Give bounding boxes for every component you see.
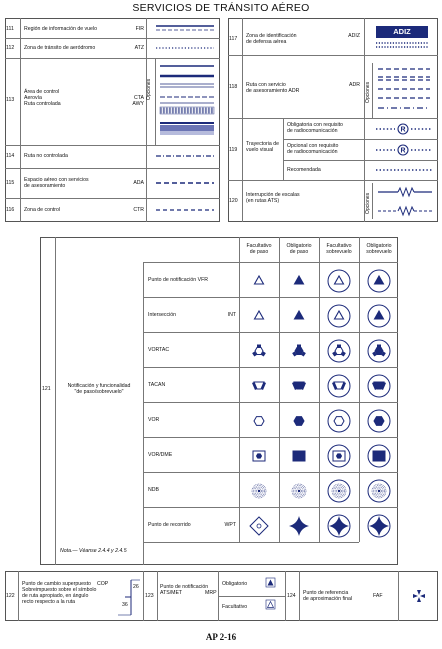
row-117-label: Zona de identificación de defensa aérea xyxy=(246,33,297,45)
row-118-number: 118 xyxy=(229,84,238,90)
row-117-abbr: ADIZ xyxy=(348,33,360,39)
row-123-label: Punto de notificación ATS/MET xyxy=(160,584,209,596)
page-title: SERVICIOS DE TRÁNSITO AÉREO xyxy=(132,2,310,14)
row-112-label: Zona de tránsito de aeródromo xyxy=(24,45,96,51)
fly-by-row-label: VORTAC xyxy=(148,347,170,353)
row-116-label: Zona de control xyxy=(24,207,61,213)
fly-by-row-label: NDB xyxy=(148,487,159,493)
fly-by-row-label: TACAN xyxy=(148,382,166,388)
row-121-note: Nota.— Véanse 2.4.4 y 2.4.5 xyxy=(60,548,127,554)
row-121-label: Notificación y funcionalidad "de paso/sobrevuelo" xyxy=(67,383,131,395)
row-120-options-label: Opciones xyxy=(365,192,371,214)
row-123-option-optional: Facultativo xyxy=(222,604,248,610)
row-119-option-recommended: Recomendada xyxy=(287,167,321,173)
row-113-abbr: CTA AWY xyxy=(132,95,144,107)
adiz-symbol: ADIZ xyxy=(376,26,428,38)
row-122-label: Punto de cambio superpuesto Sobreimpuesto sobre el símbolo de ruta apropiado, en ángulo recto respecto a la ruta xyxy=(22,581,97,605)
row-115-label: Espacio aéreo con servicios de asesoramiento xyxy=(24,177,89,189)
fly-by-row-label: Intersección xyxy=(148,312,176,318)
row-123-abbr: MRP xyxy=(205,590,217,596)
svg-text:R: R xyxy=(400,147,406,155)
row-114-number: 114 xyxy=(6,153,15,159)
fly-by-row-label: Punto de notificación VFR xyxy=(148,277,208,283)
row-122-abbr: COP xyxy=(97,581,109,587)
row-118-abbr: ADR xyxy=(349,82,360,88)
header-fly-by-compulsory: Obligatorio de paso xyxy=(286,243,312,255)
row-120-number: 120 xyxy=(229,198,238,204)
row-111-abbr: FIR xyxy=(135,26,144,32)
row-116-number: 116 xyxy=(6,207,15,213)
row-114-label: Ruta no controlada xyxy=(24,153,68,159)
row-115-number: 115 xyxy=(6,180,15,186)
fly-by-row-label: VOR/DME xyxy=(148,452,173,458)
row-111-label: Región de información de vuelo xyxy=(24,26,97,32)
row-112-abbr: ATZ xyxy=(134,45,144,51)
row-111-number: 111 xyxy=(6,26,14,32)
row-116-abbr: CTR xyxy=(133,207,144,213)
row-118-label: Ruta con servicio de asesoramiento ADR xyxy=(246,82,300,94)
row-113-number: 113 xyxy=(6,97,15,103)
row-122-number: 122 xyxy=(6,593,15,599)
header-fly-over-optional: Facultativo sobrevuelo xyxy=(326,243,352,255)
svg-text:R: R xyxy=(400,126,406,134)
row-115-abbr: ADA xyxy=(133,180,144,186)
row-123-number: 123 xyxy=(145,593,154,599)
fly-by-row-abbr: WPT xyxy=(224,522,236,528)
fly-by-row-label: Punto de recorrido xyxy=(148,522,191,528)
fly-by-row-abbr: INT xyxy=(227,312,236,318)
row-118-options-label: Opciones xyxy=(365,81,371,103)
row-124-abbr: FAF xyxy=(373,593,383,599)
row-119-number: 119 xyxy=(229,147,238,153)
header-fly-over-compulsory: Obligatorio sobrevuelo xyxy=(366,243,392,255)
row-113-options-label: Opciones xyxy=(146,78,152,100)
row-112-number: 112 xyxy=(6,45,15,51)
cop-distance-1: 26 xyxy=(133,584,139,590)
row-121-number: 121 xyxy=(42,386,51,392)
row-124-number: 124 xyxy=(287,593,296,599)
row-113-label: Área de control Aerovía Ruta controlada xyxy=(24,89,61,107)
cop-distance-2: 36 xyxy=(122,602,128,608)
row-124-label: Punto de referencia de aproximación final xyxy=(303,590,353,602)
row-119-label: Trayectoria de vuelo visual xyxy=(246,141,279,153)
page-footer: AP 2-16 xyxy=(205,632,237,642)
row-119-option-mandatory: Obligatoria con requisito de radiocomunicación xyxy=(287,122,343,134)
fly-by-row-label: VOR xyxy=(148,417,160,423)
row-120-label: Interrupción de escalas (en rutas ATS) xyxy=(246,192,300,204)
header-fly-by-optional: Facultativo de paso xyxy=(246,243,272,255)
row-123-option-compulsory: Obligatorio xyxy=(222,581,248,587)
row-119-option-optional: Opcional con requisito de radiocomunicación xyxy=(287,143,339,155)
row-117-number: 117 xyxy=(229,36,238,42)
